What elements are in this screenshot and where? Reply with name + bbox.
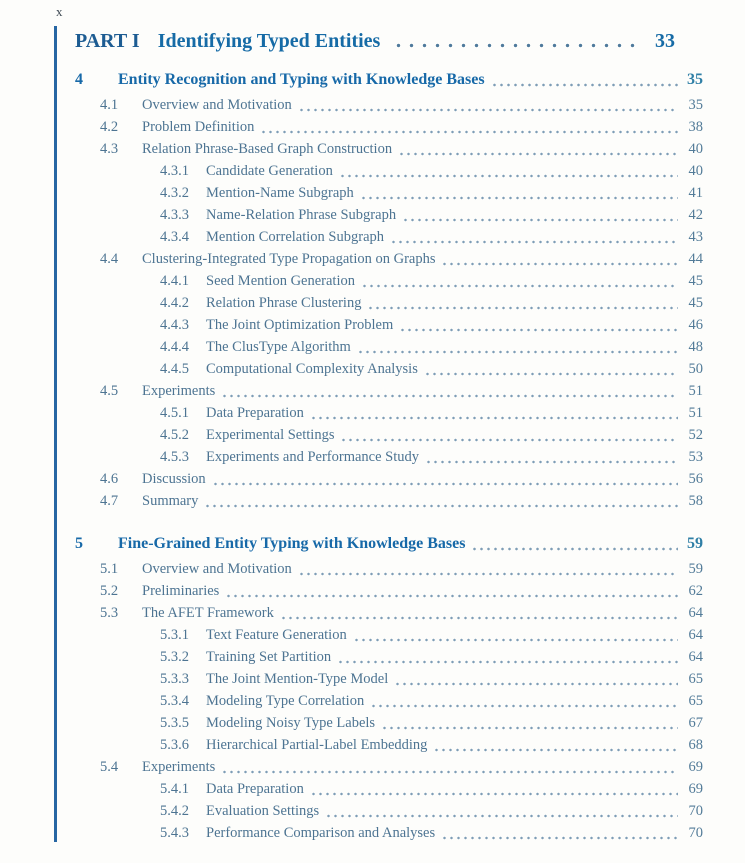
entry-page-number: 43 [688, 229, 703, 245]
toc-entry-row[interactable] [75, 468, 703, 490]
entry-number: 4.7 [100, 493, 119, 509]
toc-entry-row[interactable] [75, 690, 703, 712]
entry-title: Discussion [142, 471, 206, 487]
entry-page-number: 35 [688, 97, 703, 113]
entry-page-number: 69 [688, 781, 703, 797]
dot-leader [441, 835, 678, 840]
dot-leader [298, 571, 678, 576]
toc-entry-row[interactable] [75, 116, 703, 138]
chapter-page-number: 59 [687, 535, 703, 552]
part-title: Identifying Typed Entities [157, 30, 381, 52]
entry-number: 4.3.1 [160, 163, 189, 179]
dot-leader [340, 437, 678, 442]
entry-page-number: 70 [688, 825, 703, 841]
page-number-folio: x [56, 4, 63, 19]
dot-leader [424, 371, 678, 376]
chapter-list [75, 68, 703, 844]
entry-page-number: 38 [688, 119, 703, 135]
entry-page-number: 65 [688, 671, 703, 687]
entry-list [75, 94, 703, 512]
entry-page-number: 53 [688, 449, 703, 465]
dot-leader [310, 791, 678, 796]
entry-page-number: 45 [688, 273, 703, 289]
entry-number: 4.5 [100, 383, 119, 399]
entry-title: Overview and Motivation [142, 97, 292, 113]
toc-entry-row[interactable] [75, 490, 703, 512]
toc-entry-row[interactable] [75, 646, 703, 668]
entry-number: 4.3.4 [160, 229, 189, 245]
entry-number: 5.3.2 [160, 649, 189, 665]
entry-page-number: 51 [688, 383, 703, 399]
toc-entry-row[interactable] [75, 160, 703, 182]
chapter-number: 4 [75, 71, 83, 88]
entry-number: 4.4.3 [160, 317, 189, 333]
entry-page-number: 41 [688, 185, 703, 201]
entry-page-number: 56 [688, 471, 703, 487]
toc-entry-row[interactable] [75, 778, 703, 800]
entry-page-number: 52 [688, 427, 703, 443]
entry-title: The Joint Mention-Type Model [206, 671, 389, 687]
entry-title: Overview and Motivation [142, 561, 292, 577]
entry-number: 5.3 [100, 605, 119, 621]
dot-leader [381, 725, 678, 730]
dot-leader [204, 503, 678, 508]
entry-title: Name-Relation Phrase Subgraph [206, 207, 397, 223]
accent-rule [54, 26, 57, 842]
entry-page-number: 51 [688, 405, 703, 421]
dot-leader [370, 703, 678, 708]
entry-page-number: 69 [688, 759, 703, 775]
entry-title: Modeling Type Correlation [206, 693, 365, 709]
toc-entry-row[interactable] [75, 424, 703, 446]
entry-title: Clustering-Integrated Type Propagation on Graphs [142, 251, 436, 267]
entry-title: Candidate Generation [206, 163, 333, 179]
toc-entry-row[interactable] [75, 800, 703, 822]
dot-leader [310, 415, 678, 420]
toc-entry-row[interactable] [75, 712, 703, 734]
dot-leader [357, 349, 678, 354]
entry-page-number: 70 [688, 803, 703, 819]
dot-leader [325, 813, 678, 818]
entry-number: 4.3.2 [160, 185, 189, 201]
entry-title: The Joint Optimization Problem [206, 317, 394, 333]
entry-number: 4.6 [100, 471, 119, 487]
dot-leader [221, 769, 678, 774]
toc-entry-row[interactable] [75, 668, 703, 690]
toc-entry-row[interactable] [75, 358, 703, 380]
entry-number: 4.1 [100, 97, 119, 113]
dot-leader [260, 129, 678, 134]
entry-number: 4.2 [100, 119, 119, 135]
entry-number: 4.4.4 [160, 339, 189, 355]
part-label: PART I [75, 30, 140, 52]
chapter-number: 5 [75, 535, 83, 552]
entry-number: 5.4.2 [160, 803, 189, 819]
chapter-title: Fine-Grained Entity Typing with Knowledge Bases [118, 535, 466, 552]
entry-page-number: 40 [688, 163, 703, 179]
part-page-number: 33 [655, 30, 675, 52]
dot-leader [225, 593, 678, 598]
toc-entry-row[interactable] [75, 292, 703, 314]
entry-page-number: 59 [688, 561, 703, 577]
entry-title: Modeling Noisy Type Labels [206, 715, 376, 731]
entry-number: 5.4 [100, 759, 119, 775]
dot-leader [339, 173, 678, 178]
chapter-block [75, 68, 703, 512]
entry-title: Mention Correlation Subgraph [206, 229, 385, 245]
entry-page-number: 50 [688, 361, 703, 377]
entry-number: 5.1 [100, 561, 119, 577]
entry-title: Seed Mention Generation [206, 273, 355, 289]
toc-entry-row[interactable] [75, 336, 703, 358]
dot-leader [212, 481, 678, 486]
entry-number: 5.3.1 [160, 627, 189, 643]
entry-title: Experiments and Performance Study [206, 449, 420, 465]
dot-leader [392, 42, 641, 48]
entry-number: 5.3.5 [160, 715, 189, 731]
entry-page-number: 64 [688, 627, 703, 643]
dot-leader [298, 107, 678, 112]
toc-entry-row[interactable] [75, 822, 703, 844]
chapter-heading-row[interactable] [75, 68, 703, 92]
dot-leader [394, 681, 678, 686]
entry-number: 4.3 [100, 141, 119, 157]
dot-leader [337, 659, 678, 664]
entry-title: Data Preparation [206, 405, 304, 421]
entry-number: 4.4.2 [160, 295, 189, 311]
chapter-heading-row[interactable] [75, 532, 703, 556]
entry-page-number: 48 [688, 339, 703, 355]
entry-number: 5.2 [100, 583, 119, 599]
entry-number: 4.4.5 [160, 361, 189, 377]
dot-leader [491, 82, 678, 87]
entry-title: The ClusType Algorithm [206, 339, 351, 355]
entry-number: 5.4.3 [160, 825, 189, 841]
dot-leader [399, 327, 678, 332]
entry-number: 4.5.3 [160, 449, 189, 465]
dot-leader [425, 459, 678, 464]
dot-leader [367, 305, 678, 310]
entry-number: 4.5.2 [160, 427, 189, 443]
entry-page-number: 45 [688, 295, 703, 311]
toc-entry-row[interactable] [75, 204, 703, 226]
dot-leader [398, 151, 678, 156]
entry-page-number: 44 [688, 251, 703, 267]
entry-page-number: 42 [688, 207, 703, 223]
entry-list [75, 558, 703, 844]
entry-page-number: 68 [688, 737, 703, 753]
entry-title: Training Set Partition [206, 649, 332, 665]
entry-page-number: 64 [688, 649, 703, 665]
entry-title: The AFET Framework [142, 605, 274, 621]
entry-title: Performance Comparison and Analyses [206, 825, 436, 841]
entry-number: 4.4.1 [160, 273, 189, 289]
dot-leader [402, 217, 678, 222]
entry-page-number: 67 [688, 715, 703, 731]
toc-entry-row[interactable] [75, 402, 703, 424]
entry-title: Computational Complexity Analysis [206, 361, 418, 377]
dot-leader [221, 393, 678, 398]
toc-entry-row[interactable] [75, 226, 703, 248]
toc-entry-row[interactable] [75, 580, 703, 602]
dot-leader [280, 615, 678, 620]
toc-entry-row[interactable] [75, 94, 703, 116]
dot-leader [361, 283, 678, 288]
entry-title: Summary [142, 493, 199, 509]
entry-page-number: 64 [688, 605, 703, 621]
entry-title: Data Preparation [206, 781, 304, 797]
toc-entry-row[interactable] [75, 314, 703, 336]
dot-leader [471, 546, 678, 551]
toc-entry-row[interactable] [75, 602, 703, 624]
entry-title: Relation Phrase-Based Graph Construction [142, 141, 393, 157]
dot-leader [390, 239, 678, 244]
entry-title: Relation Phrase Clustering [206, 295, 362, 311]
entry-title: Text Feature Generation [206, 627, 347, 643]
toc-entry-row[interactable] [75, 270, 703, 292]
entry-number: 5.4.1 [160, 781, 189, 797]
entry-page-number: 58 [688, 493, 703, 509]
entry-page-number: 62 [688, 583, 703, 599]
toc-entry-row[interactable] [75, 558, 703, 580]
entry-page-number: 40 [688, 141, 703, 157]
part-heading-row[interactable] [75, 28, 703, 54]
toc-entry-row[interactable] [75, 446, 703, 468]
entry-title: Experiments [142, 383, 216, 399]
toc-entry-row[interactable] [75, 138, 703, 160]
toc-entry-row[interactable] [75, 182, 703, 204]
entry-title: Problem Definition [142, 119, 255, 135]
toc-entry-row[interactable] [75, 380, 703, 402]
toc-entry-row[interactable] [75, 734, 703, 756]
dot-leader [353, 637, 678, 642]
entry-title: Experiments [142, 759, 216, 775]
entry-number: 5.3.4 [160, 693, 189, 709]
chapter-title: Entity Recognition and Typing with Knowledge Bases [118, 71, 485, 88]
entry-title: Evaluation Settings [206, 803, 320, 819]
toc-entry-row[interactable] [75, 624, 703, 646]
dot-leader [433, 747, 678, 752]
toc-entry-row[interactable] [75, 248, 703, 270]
chapter-block [75, 532, 703, 844]
dot-leader [441, 261, 678, 266]
table-of-contents [75, 28, 703, 844]
entry-number: 5.3.3 [160, 671, 189, 687]
entry-page-number: 46 [688, 317, 703, 333]
entry-title: Preliminaries [142, 583, 220, 599]
chapter-page-number: 35 [687, 71, 703, 88]
entry-number: 4.4 [100, 251, 119, 267]
entry-title: Mention-Name Subgraph [206, 185, 354, 201]
entry-number: 4.5.1 [160, 405, 189, 421]
entry-number: 4.3.3 [160, 207, 189, 223]
entry-title: Experimental Settings [206, 427, 335, 443]
dot-leader [360, 195, 678, 200]
entry-page-number: 65 [688, 693, 703, 709]
entry-number: 5.3.6 [160, 737, 189, 753]
toc-entry-row[interactable] [75, 756, 703, 778]
entry-title: Hierarchical Partial-Label Embedding [206, 737, 428, 753]
